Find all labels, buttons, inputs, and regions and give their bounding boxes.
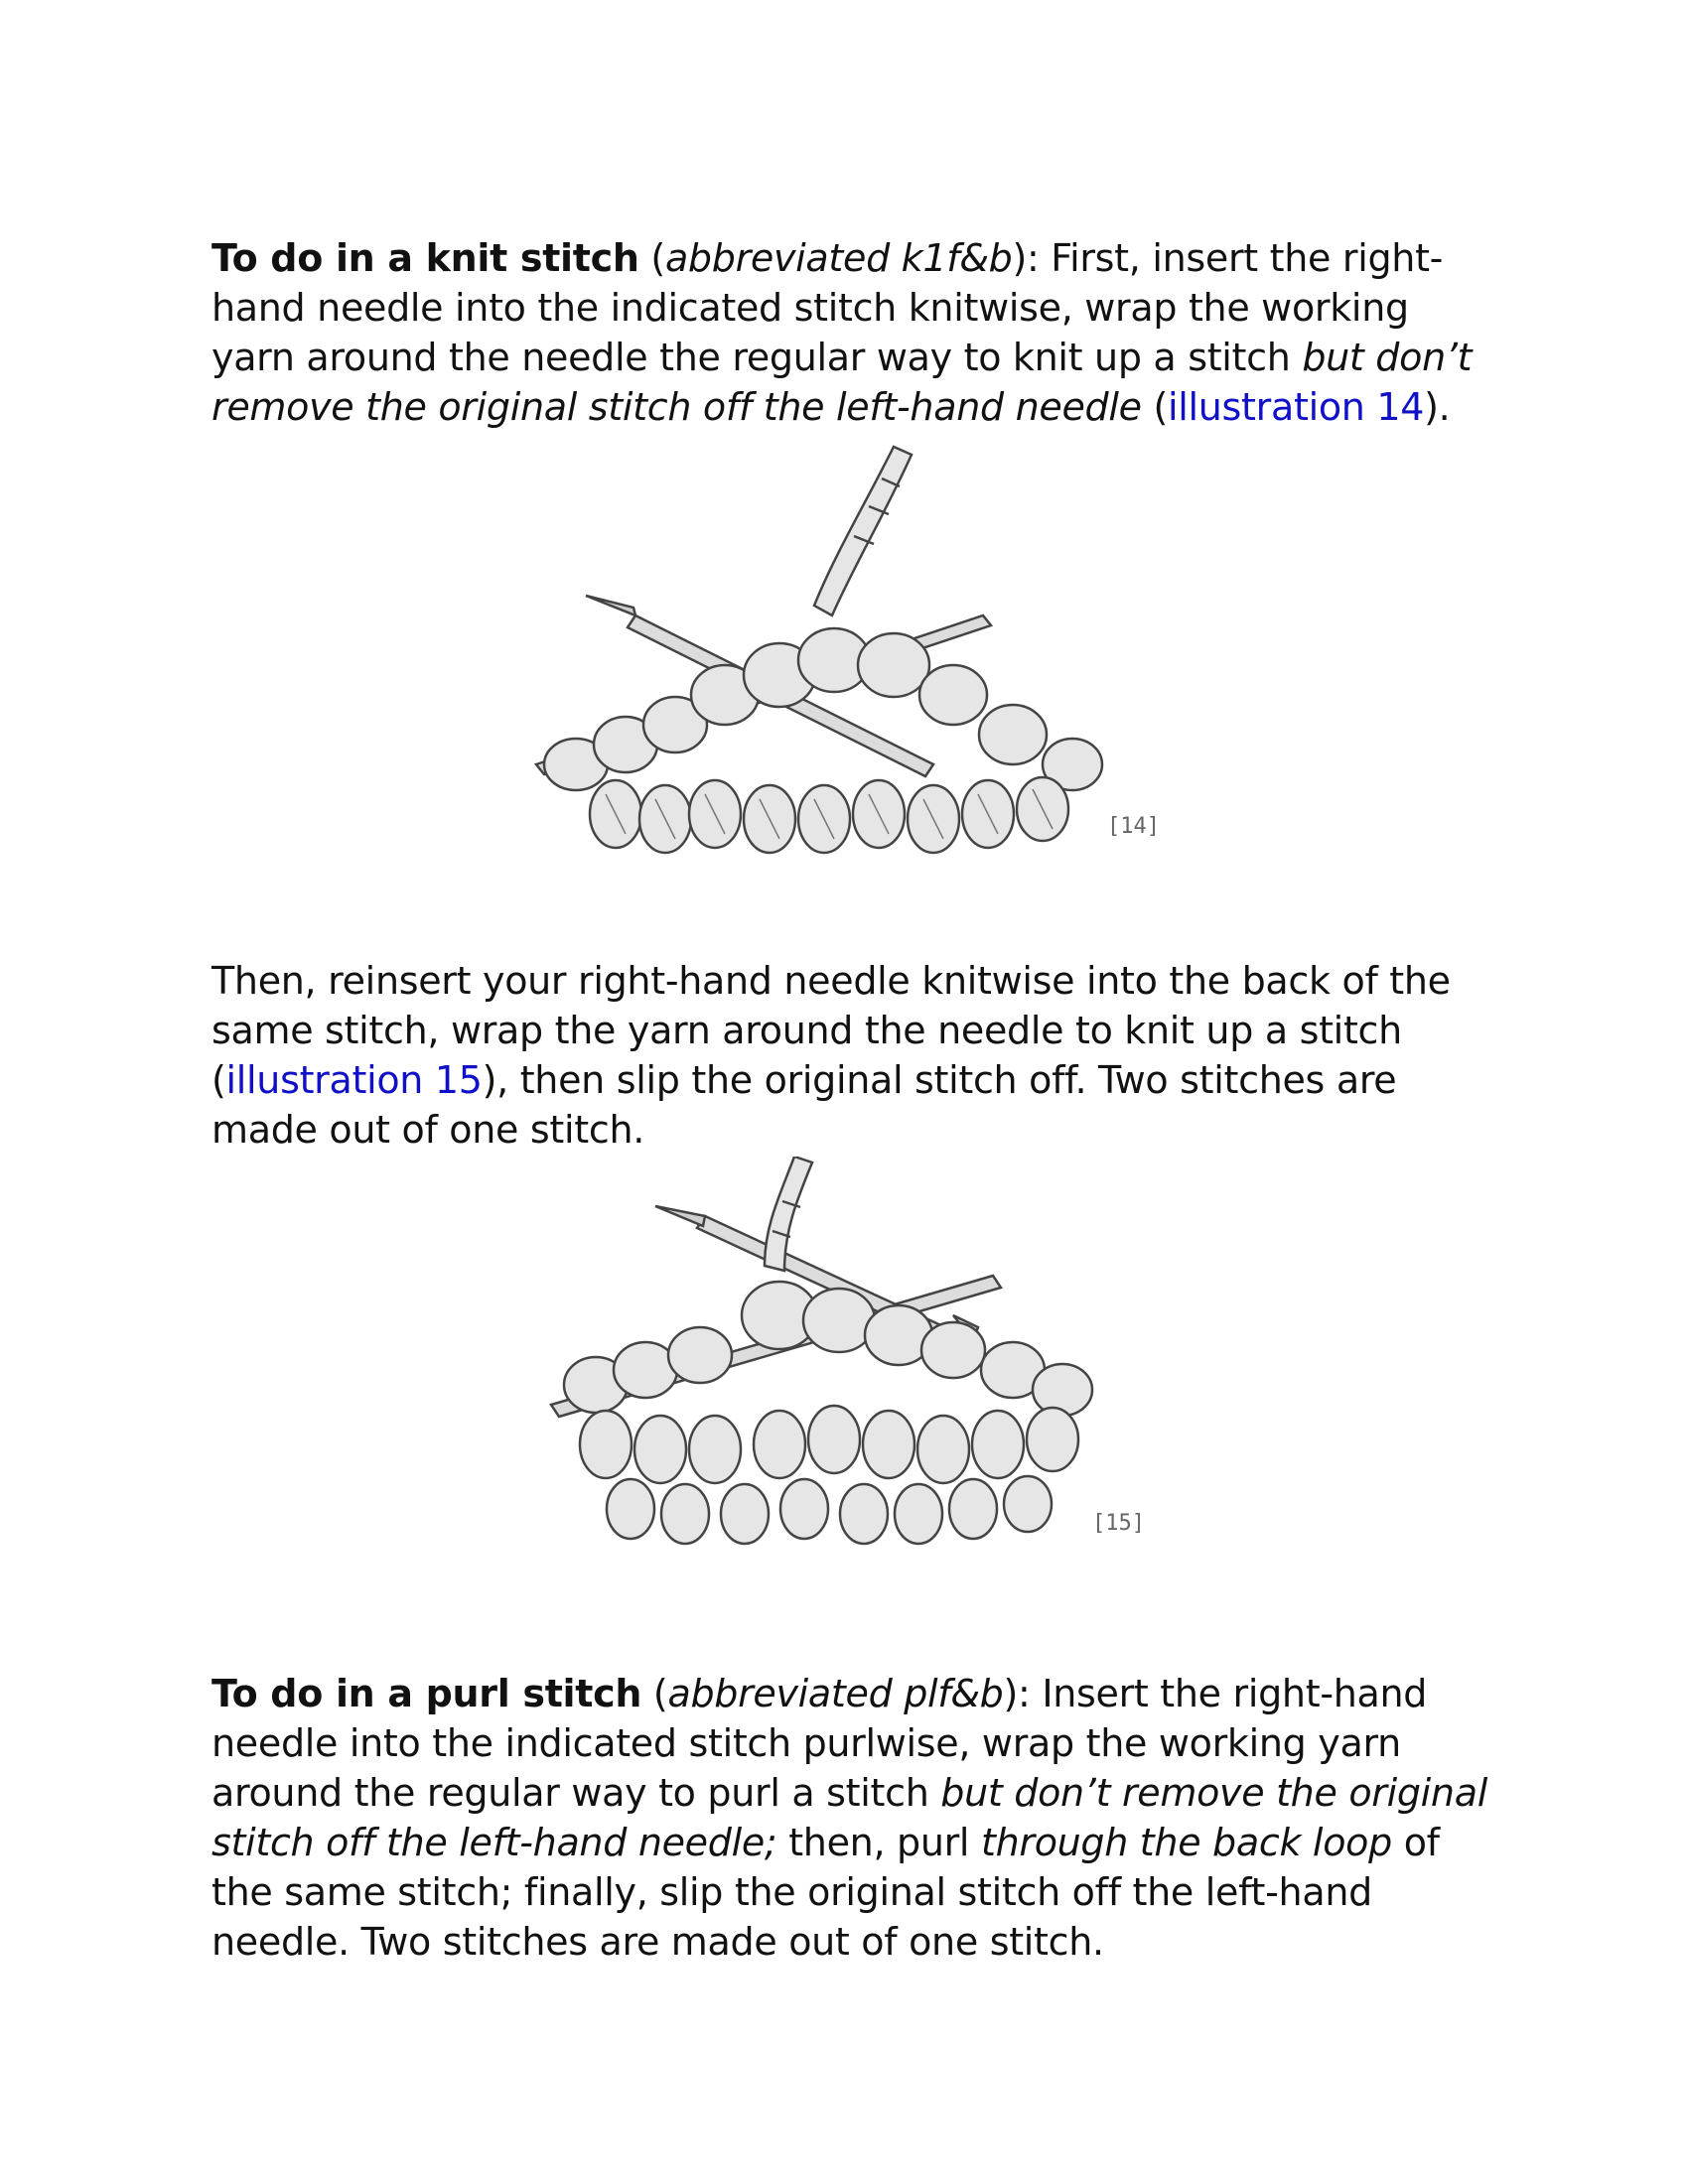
illustration-15-link[interactable]: illustration 15	[225, 1058, 483, 1102]
emphasis-text: but don’t remove the original stitch off the left-hand needle;	[211, 1771, 1487, 1864]
text-run: (	[1141, 385, 1168, 429]
reinsert-paragraph	[211, 956, 1502, 1155]
text-run: ).	[1424, 385, 1451, 429]
text-run: ): First, insert the right-hand needle into the indicated stitch knitwise, wrap the working yarn around the needle the regular way to knit up a stitch	[211, 236, 1444, 379]
illustration-15	[536, 1157, 1172, 1593]
text-run: Then, reinsert your right-hand needle knitwise into the back of the same stitch, wrap the yarn around the needle to knit up a stitch (	[211, 959, 1451, 1102]
emphasis-text: through the back loop	[980, 1821, 1392, 1864]
figure-14-label: [14]	[1107, 814, 1160, 839]
text-run: (	[638, 236, 665, 280]
text-run: of the same stitch; finally, slip the original stitch off the left-hand needle. Two stitches are made out of one stitch.	[211, 1821, 1440, 1964]
text-run: ), then slip the original stitch off. Two stitches are made out of one stitch.	[211, 1058, 1397, 1152]
text-run: then, purl	[776, 1821, 981, 1864]
emphasis-text: but don’t remove the original stitch off the left-hand needle	[211, 336, 1473, 429]
purl-stitch-heading: To do in a purl stitch	[211, 1672, 642, 1715]
purl-abbreviation: abbreviated plf&b	[667, 1672, 1004, 1715]
knit-stitch-heading: To do in a knit stitch	[211, 236, 639, 280]
knitting-illustration-15	[536, 1157, 1172, 1593]
text-run: ): Insert the right-hand needle into the indicated stitch purlwise, wrap the working yarn around the regular way to purl a stitch	[211, 1672, 1428, 1815]
knit-abbreviation: abbreviated k1f&b	[664, 236, 1013, 280]
illustration-14-link[interactable]: illustration 14	[1168, 385, 1425, 429]
text-run: (	[641, 1672, 668, 1715]
illustration-14	[516, 437, 1172, 874]
figure-15-label: [15]	[1092, 1511, 1145, 1536]
knitting-illustration-14	[516, 437, 1172, 874]
knit-stitch-paragraph	[211, 233, 1502, 432]
purl-stitch-paragraph	[211, 1669, 1502, 1967]
